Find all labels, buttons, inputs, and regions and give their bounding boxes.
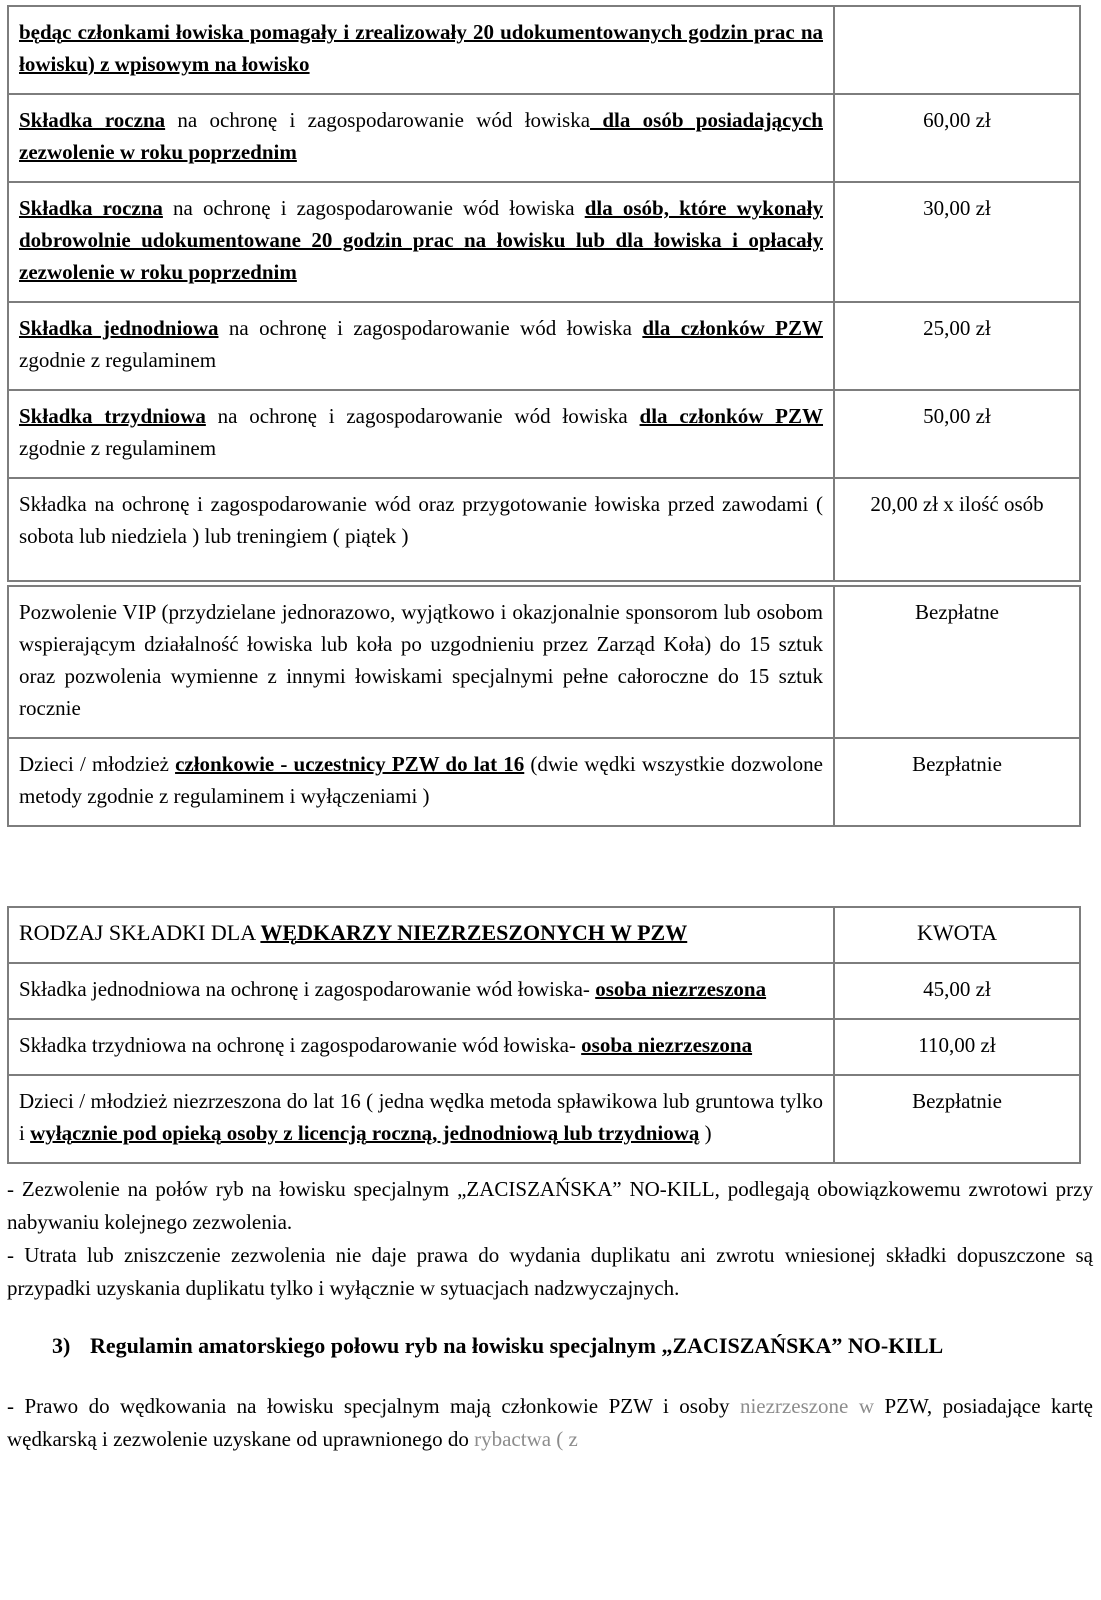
text-segment: na ochronę i zagospodarowanie wód łowiska [218, 316, 643, 340]
fee-amount-cell: 20,00 zł x ilość osób [834, 478, 1080, 581]
fee-amount-cell: 60,00 zł [834, 94, 1080, 182]
text-segment: WĘDKARZY NIEZRZESZONYCH W PZW [260, 920, 688, 945]
text-segment: Składka jednodniowa [19, 316, 219, 340]
fee-amount-cell: Bezpłatnie [834, 1075, 1080, 1163]
fee-description-cell [8, 478, 834, 581]
fee-description-cell [8, 1019, 834, 1075]
text-segment: na ochronę i zagospodarowanie wód łowiska [162, 196, 585, 220]
text-segment: na ochronę i zagospodarowanie wód łowiska [205, 404, 640, 428]
fee-amount-cell: 45,00 zł [834, 963, 1080, 1019]
text-segment: Składka na ochronę i zagospodarowanie wód oraz przygotowanie łowiska przed zawodami ( sobota lub niedziela ) lub treningiem ( piątek ) [19, 492, 823, 548]
text-segment: będąc członkami łowiska pomagały i zrealizowały 20 udokumentowanych godzin prac na łowisku) z wpisowym na łowisko [19, 20, 823, 76]
column-header-amount: KWOTA [834, 907, 1080, 963]
table-row [8, 1075, 1080, 1163]
table-row [8, 1019, 1080, 1075]
text-segment: Dzieci / młodzież [19, 752, 176, 776]
table-row [8, 963, 1080, 1019]
table-row [8, 182, 1080, 302]
fee-description-cell [8, 390, 834, 478]
section-title: Regulamin amatorskiego połowu ryb na łowisku specjalnym „ZACISZAŃSKA” NO-KILL [90, 1333, 944, 1358]
fee-amount-cell: 110,00 zł [834, 1019, 1080, 1075]
text-segment: Składka jednodniowa na ochronę i zagospodarowanie wód łowiska- [19, 977, 596, 1001]
text-segment: dla członków PZW [639, 404, 824, 428]
text-segment: ) [699, 1121, 712, 1145]
footer-paragraph [7, 1390, 1093, 1456]
fee-amount-cell: Bezpłatne [834, 586, 1080, 738]
table-row [8, 390, 1080, 478]
text-segment: RODZAJ SKŁADKI DLA [19, 920, 261, 945]
fee-description-cell [8, 1075, 834, 1163]
fee-amount-cell: Bezpłatnie [834, 738, 1080, 826]
table-row [8, 738, 1080, 826]
fees-table-pzw-members [7, 5, 1081, 582]
fee-description-cell [8, 182, 834, 302]
text-segment: na ochronę i zagospodarowanie wód łowiska [165, 108, 591, 132]
fees-table-pzw-members-special [7, 585, 1081, 827]
table-row [8, 302, 1080, 390]
section-number: 3) [52, 1333, 71, 1358]
text-segment: Dzieci / młodzież niezrzeszona do lat 16 ( jedna wędka metoda spławikowa lub gruntowa tylko i [19, 1089, 823, 1145]
text-segment: zgodnie z regulaminem [19, 348, 217, 372]
fee-amount-cell [834, 6, 1080, 94]
fee-description-cell [8, 302, 834, 390]
text-segment: niezrzeszone w [739, 1394, 875, 1418]
text-segment: osoba niezrzeszona [595, 977, 767, 1001]
fee-description-cell [8, 6, 834, 94]
fee-description-cell [8, 94, 834, 182]
text-segment: - Prawo do wędkowania na łowisku specjalnym mają członkowie PZW i osoby [7, 1394, 740, 1418]
text-segment: Składka trzydniowa [19, 404, 206, 428]
note-paragraph: - Zezwolenie na połów ryb na łowisku specjalnym „ZACISZAŃSKA” NO-KILL, podlegają obowiązkowemu zwrotowi przy nabywaniu kolejnego zezwolenia. [7, 1177, 1093, 1234]
fee-description-cell [8, 963, 834, 1019]
text-segment: Pozwolenie VIP (przydzielane jednorazowo, wyjątkowo i okazjonalnie sponsorom lub osobom wspierającym działalność łowiska lub koła po uzgodnieniu przez Zarząd Koła) do 15 sztuk oraz pozwolenia wymienne z innymi łowiskami specjalnymi pełne całoroczne do 15 sztuk rocznie [19, 600, 823, 720]
fee-amount-cell: 30,00 zł [834, 182, 1080, 302]
fee-amount-cell: 50,00 zł [834, 390, 1080, 478]
text-segment: członkowie - uczestnicy PZW do lat 16 [175, 752, 525, 776]
text-segment: Składka roczna [19, 196, 163, 220]
fee-description-cell [8, 738, 834, 826]
text-segment: dla osób posiadających zezwolenie w roku poprzednim [19, 108, 823, 164]
section-heading [7, 1327, 1093, 1364]
text-segment: rybactwa ( z [474, 1427, 578, 1451]
table-header-row [8, 907, 1080, 963]
text-segment: wyłącznie pod opieką osoby z licencją roczną, jednodniową lub trzydniową [30, 1121, 700, 1145]
text-segment: osoba niezrzeszona [581, 1033, 753, 1057]
notes-section [7, 1173, 1093, 1305]
text-segment: (dwie wędki wszystkie dozwolone metody zgodnie z regulaminem i wyłączeniami ) [19, 752, 823, 808]
fee-amount-cell: 25,00 zł [834, 302, 1080, 390]
column-header-type [8, 907, 834, 963]
fee-description-cell [8, 586, 834, 738]
text-segment: Składka trzydniowa na ochronę i zagospodarowanie wód łowiska- [19, 1033, 582, 1057]
table-row [8, 94, 1080, 182]
text-segment: zgodnie z regulaminem [19, 436, 217, 460]
table-row [8, 6, 1080, 94]
text-segment: PZW, posiadające kartę wędkarską i zezwolenie uzyskane od uprawnionego do [7, 1394, 1093, 1451]
text-segment: dla osób, które wykonały dobrowolnie udokumentowane 20 godzin prac na łowisku lub dla łowiska i opłacały zezwolenie w roku poprzednim [19, 196, 823, 284]
table-row [8, 586, 1080, 738]
fees-table-nonmembers [7, 906, 1081, 1164]
text-segment: dla członków PZW [642, 316, 823, 340]
text-segment: Składka roczna [19, 108, 166, 132]
note-paragraph: - Utrata lub zniszczenie zezwolenia nie daje prawa do wydania duplikatu ani zwrotu wniesionej składki dopuszczone są przypadki uzyskania duplikatu tylko i wyłącznie w sytuacjach nadzwyczajnych. [7, 1243, 1093, 1300]
table-row [8, 478, 1080, 581]
